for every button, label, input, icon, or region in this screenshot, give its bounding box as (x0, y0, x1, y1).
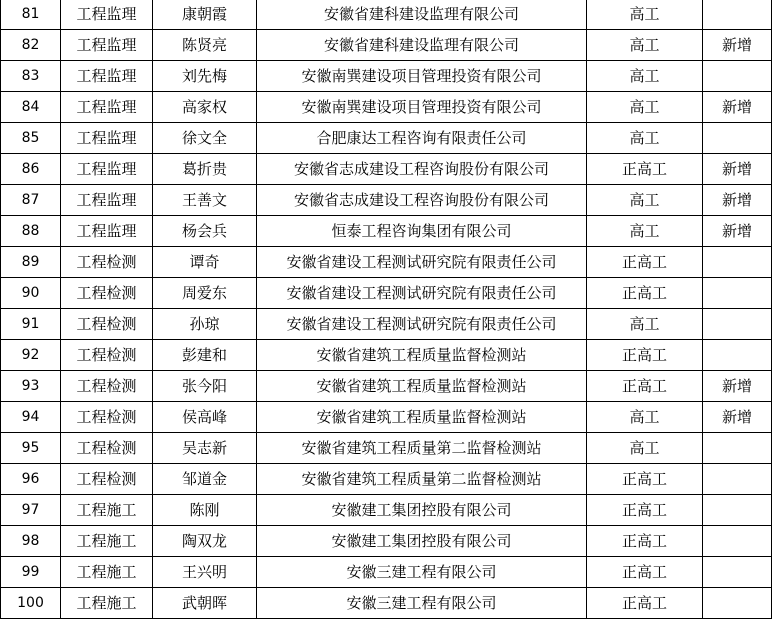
cell-company: 安徽省建筑工程质量监督检测站 (257, 371, 587, 402)
cell-category: 工程监理 (61, 0, 153, 30)
cell-name: 吴志新 (153, 433, 257, 464)
table-row (1, 216, 772, 247)
cell-company: 安徽省建筑工程质量监督检测站 (257, 340, 587, 371)
cell-category: 工程监理 (61, 61, 153, 92)
cell-note: 新增 (703, 371, 772, 402)
cell-title: 正高工 (587, 526, 703, 557)
cell-category: 工程施工 (61, 495, 153, 526)
cell-category: 工程检测 (61, 340, 153, 371)
cell-category: 工程施工 (61, 526, 153, 557)
cell-no: 90 (1, 278, 61, 309)
table-row (1, 526, 772, 557)
roster-body (1, 0, 772, 619)
cell-category: 工程监理 (61, 123, 153, 154)
cell-title: 正高工 (587, 340, 703, 371)
cell-no: 89 (1, 247, 61, 278)
cell-category: 工程检测 (61, 309, 153, 340)
cell-note: 新增 (703, 216, 772, 247)
cell-title: 正高工 (587, 154, 703, 185)
cell-note: 新增 (703, 30, 772, 61)
table-row (1, 247, 772, 278)
cell-no: 95 (1, 433, 61, 464)
table-row (1, 433, 772, 464)
cell-note (703, 0, 772, 30)
cell-name: 陶双龙 (153, 526, 257, 557)
cell-category: 工程监理 (61, 216, 153, 247)
cell-name: 谭奇 (153, 247, 257, 278)
cell-name: 徐文全 (153, 123, 257, 154)
cell-no: 84 (1, 92, 61, 123)
cell-company: 安徽省建设工程测试研究院有限责任公司 (257, 309, 587, 340)
cell-company: 安徽省建科建设监理有限公司 (257, 30, 587, 61)
cell-name: 杨会兵 (153, 216, 257, 247)
cell-no: 85 (1, 123, 61, 154)
cell-no: 87 (1, 185, 61, 216)
cell-company: 恒泰工程咨询集团有限公司 (257, 216, 587, 247)
cell-note (703, 588, 772, 619)
table-row (1, 154, 772, 185)
cell-note (703, 433, 772, 464)
cell-title: 正高工 (587, 464, 703, 495)
table-row (1, 123, 772, 154)
cell-title: 高工 (587, 0, 703, 30)
table-row (1, 61, 772, 92)
cell-note (703, 495, 772, 526)
cell-note (703, 123, 772, 154)
cell-name: 武朝晖 (153, 588, 257, 619)
cell-company: 安徽省建设工程测试研究院有限责任公司 (257, 278, 587, 309)
cell-no: 92 (1, 340, 61, 371)
cell-company: 安徽省建科建设监理有限公司 (257, 0, 587, 30)
cell-company: 安徽省志成建设工程咨询股份有限公司 (257, 154, 587, 185)
cell-title: 高工 (587, 30, 703, 61)
cell-name: 陈贤亮 (153, 30, 257, 61)
cell-no: 83 (1, 61, 61, 92)
cell-company: 安徽省志成建设工程咨询股份有限公司 (257, 185, 587, 216)
table-row (1, 309, 772, 340)
cell-category: 工程施工 (61, 557, 153, 588)
cell-title: 正高工 (587, 371, 703, 402)
cell-no: 81 (1, 0, 61, 30)
cell-title: 正高工 (587, 247, 703, 278)
cell-no: 88 (1, 216, 61, 247)
table-row (1, 185, 772, 216)
cell-note (703, 557, 772, 588)
cell-note: 新增 (703, 402, 772, 433)
cell-name: 彭建和 (153, 340, 257, 371)
cell-name: 康朝霞 (153, 0, 257, 30)
cell-name: 葛折贵 (153, 154, 257, 185)
cell-name: 王善文 (153, 185, 257, 216)
cell-note (703, 278, 772, 309)
cell-title: 正高工 (587, 588, 703, 619)
cell-title: 高工 (587, 123, 703, 154)
cell-title: 正高工 (587, 278, 703, 309)
cell-title: 高工 (587, 61, 703, 92)
cell-name: 高家权 (153, 92, 257, 123)
cell-company: 安徽建工集团控股有限公司 (257, 495, 587, 526)
cell-note (703, 309, 772, 340)
cell-company: 安徽三建工程有限公司 (257, 588, 587, 619)
cell-company: 安徽三建工程有限公司 (257, 557, 587, 588)
cell-no: 94 (1, 402, 61, 433)
cell-company: 安徽省建筑工程质量监督检测站 (257, 402, 587, 433)
cell-title: 高工 (587, 185, 703, 216)
cell-name: 邹道金 (153, 464, 257, 495)
cell-note (703, 464, 772, 495)
table-row (1, 371, 772, 402)
table-row (1, 495, 772, 526)
cell-name: 张今阳 (153, 371, 257, 402)
cell-note (703, 247, 772, 278)
table-row (1, 30, 772, 61)
cell-no: 86 (1, 154, 61, 185)
cell-name: 周爱东 (153, 278, 257, 309)
cell-company: 安徽省建筑工程质量第二监督检测站 (257, 464, 587, 495)
cell-category: 工程监理 (61, 92, 153, 123)
cell-category: 工程施工 (61, 588, 153, 619)
cell-category: 工程检测 (61, 433, 153, 464)
table-row (1, 340, 772, 371)
table-row (1, 557, 772, 588)
table-row (1, 464, 772, 495)
cell-note: 新增 (703, 185, 772, 216)
cell-name: 侯高峰 (153, 402, 257, 433)
cell-no: 91 (1, 309, 61, 340)
cell-category: 工程检测 (61, 371, 153, 402)
cell-company: 安徽南巽建设项目管理投资有限公司 (257, 61, 587, 92)
cell-note (703, 340, 772, 371)
cell-title: 高工 (587, 216, 703, 247)
cell-title: 正高工 (587, 495, 703, 526)
cell-company: 安徽省建设工程测试研究院有限责任公司 (257, 247, 587, 278)
cell-name: 刘先梅 (153, 61, 257, 92)
cell-category: 工程监理 (61, 154, 153, 185)
cell-title: 高工 (587, 433, 703, 464)
cell-category: 工程检测 (61, 278, 153, 309)
table-row (1, 92, 772, 123)
cell-note: 新增 (703, 154, 772, 185)
cell-title: 正高工 (587, 557, 703, 588)
cell-no: 82 (1, 30, 61, 61)
cell-name: 孙琼 (153, 309, 257, 340)
cell-no: 97 (1, 495, 61, 526)
cell-note (703, 526, 772, 557)
cell-name: 王兴明 (153, 557, 257, 588)
cell-no: 98 (1, 526, 61, 557)
cell-title: 高工 (587, 402, 703, 433)
cell-category: 工程检测 (61, 464, 153, 495)
cell-category: 工程检测 (61, 247, 153, 278)
cell-note: 新增 (703, 92, 772, 123)
table-row (1, 402, 772, 433)
cell-no: 93 (1, 371, 61, 402)
cell-no: 99 (1, 557, 61, 588)
table-row (1, 278, 772, 309)
cell-company: 合肥康达工程咨询有限责任公司 (257, 123, 587, 154)
cell-title: 高工 (587, 309, 703, 340)
cell-note (703, 61, 772, 92)
cell-category: 工程监理 (61, 30, 153, 61)
cell-title: 高工 (587, 92, 703, 123)
cell-company: 安徽省建筑工程质量第二监督检测站 (257, 433, 587, 464)
cell-category: 工程检测 (61, 402, 153, 433)
cell-no: 96 (1, 464, 61, 495)
cell-company: 安徽建工集团控股有限公司 (257, 526, 587, 557)
table-row (1, 0, 772, 30)
cell-no: 100 (1, 588, 61, 619)
cell-name: 陈刚 (153, 495, 257, 526)
cell-company: 安徽南巽建设项目管理投资有限公司 (257, 92, 587, 123)
cell-category: 工程监理 (61, 185, 153, 216)
table-row (1, 588, 772, 619)
